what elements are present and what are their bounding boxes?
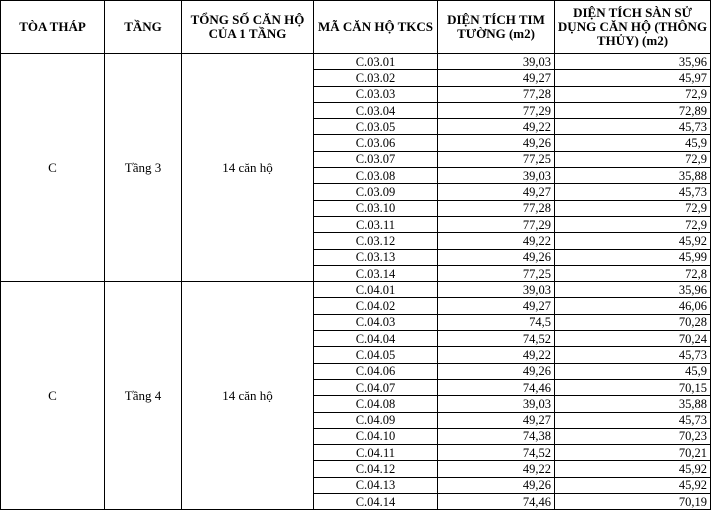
cell-usable-area: 35,88 [555, 168, 711, 184]
cell-unit-code: C.04.09 [314, 412, 438, 428]
cell-wall-area: 49,22 [438, 347, 555, 363]
cell-total-units: 14 căn hộ [182, 54, 314, 282]
cell-unit-code: C.04.04 [314, 331, 438, 347]
cell-wall-area: 49,26 [438, 477, 555, 493]
cell-unit-code: C.03.12 [314, 233, 438, 249]
cell-usable-area: 70,24 [555, 331, 711, 347]
header-total-units: TỔNG SỐ CĂN HỘ CỦA 1 TẦNG [182, 1, 314, 54]
cell-usable-area: 72,9 [555, 200, 711, 216]
cell-unit-code: C.04.05 [314, 347, 438, 363]
cell-tower: C [1, 282, 105, 510]
cell-usable-area: 72,9 [555, 216, 711, 232]
cell-unit-code: C.04.10 [314, 428, 438, 444]
cell-floor: Tầng 3 [105, 54, 182, 282]
cell-usable-area: 45,92 [555, 233, 711, 249]
cell-wall-area: 39,03 [438, 282, 555, 298]
cell-wall-area: 77,28 [438, 86, 555, 102]
cell-usable-area: 46,06 [555, 298, 711, 314]
header-tower: TÒA THÁP [1, 1, 105, 54]
cell-wall-area: 74,52 [438, 445, 555, 461]
header-wall-area: DIỆN TÍCH TIM TƯỜNG (m2) [438, 1, 555, 54]
cell-wall-area: 49,26 [438, 249, 555, 265]
cell-wall-area: 49,26 [438, 135, 555, 151]
cell-total-units: 14 căn hộ [182, 282, 314, 510]
cell-usable-area: 45,92 [555, 477, 711, 493]
cell-unit-code: C.04.01 [314, 282, 438, 298]
cell-wall-area: 74,5 [438, 314, 555, 330]
cell-usable-area: 35,96 [555, 282, 711, 298]
cell-usable-area: 45,73 [555, 347, 711, 363]
cell-usable-area: 45,73 [555, 119, 711, 135]
cell-usable-area: 70,19 [555, 494, 711, 510]
cell-unit-code: C.04.02 [314, 298, 438, 314]
cell-usable-area: 45,9 [555, 363, 711, 379]
cell-wall-area: 74,38 [438, 428, 555, 444]
header-unit-code: MÃ CĂN HỘ TKCS [314, 1, 438, 54]
cell-unit-code: C.03.07 [314, 151, 438, 167]
cell-unit-code: C.03.03 [314, 86, 438, 102]
cell-wall-area: 49,22 [438, 233, 555, 249]
cell-wall-area: 77,29 [438, 102, 555, 118]
cell-wall-area: 49,22 [438, 461, 555, 477]
cell-unit-code: C.04.07 [314, 379, 438, 395]
cell-wall-area: 77,28 [438, 200, 555, 216]
cell-wall-area: 49,27 [438, 184, 555, 200]
cell-wall-area: 77,29 [438, 216, 555, 232]
cell-unit-code: C.03.10 [314, 200, 438, 216]
cell-usable-area: 45,99 [555, 249, 711, 265]
cell-unit-code: C.03.14 [314, 265, 438, 281]
cell-wall-area: 77,25 [438, 151, 555, 167]
cell-unit-code: C.03.08 [314, 168, 438, 184]
cell-usable-area: 72,8 [555, 265, 711, 281]
table-row [1, 54, 711, 70]
cell-wall-area: 77,25 [438, 265, 555, 281]
cell-wall-area: 74,46 [438, 379, 555, 395]
cell-usable-area: 45,9 [555, 135, 711, 151]
table-body [1, 54, 711, 510]
cell-unit-code: C.04.11 [314, 445, 438, 461]
cell-floor: Tầng 4 [105, 282, 182, 510]
cell-unit-code: C.03.06 [314, 135, 438, 151]
cell-unit-code: C.04.12 [314, 461, 438, 477]
cell-unit-code: C.03.09 [314, 184, 438, 200]
cell-usable-area: 70,15 [555, 379, 711, 395]
cell-usable-area: 72,89 [555, 102, 711, 118]
cell-usable-area: 70,23 [555, 428, 711, 444]
cell-unit-code: C.04.08 [314, 396, 438, 412]
cell-wall-area: 49,27 [438, 412, 555, 428]
cell-wall-area: 49,27 [438, 70, 555, 86]
cell-usable-area: 72,9 [555, 151, 711, 167]
cell-wall-area: 39,03 [438, 54, 555, 70]
cell-usable-area: 70,21 [555, 445, 711, 461]
cell-wall-area: 49,27 [438, 298, 555, 314]
cell-wall-area: 39,03 [438, 168, 555, 184]
header-usable-area: DIỆN TÍCH SÀN SỬ DỤNG CĂN HỘ (THÔNG THỦY) (m2) [555, 1, 711, 54]
cell-unit-code: C.04.06 [314, 363, 438, 379]
cell-unit-code: C.03.13 [314, 249, 438, 265]
cell-wall-area: 49,22 [438, 119, 555, 135]
header-floor: TẦNG [105, 1, 182, 54]
cell-tower: C [1, 54, 105, 282]
cell-usable-area: 45,97 [555, 70, 711, 86]
cell-usable-area: 72,9 [555, 86, 711, 102]
cell-unit-code: C.03.01 [314, 54, 438, 70]
cell-unit-code: C.03.02 [314, 70, 438, 86]
cell-unit-code: C.03.04 [314, 102, 438, 118]
cell-usable-area: 45,73 [555, 184, 711, 200]
cell-wall-area: 74,46 [438, 494, 555, 510]
table-row [1, 282, 711, 298]
cell-wall-area: 74,52 [438, 331, 555, 347]
cell-unit-code: C.04.13 [314, 477, 438, 493]
cell-usable-area: 45,92 [555, 461, 711, 477]
cell-usable-area: 45,73 [555, 412, 711, 428]
cell-unit-code: C.04.03 [314, 314, 438, 330]
cell-usable-area: 35,88 [555, 396, 711, 412]
cell-unit-code: C.04.14 [314, 494, 438, 510]
table-header [1, 1, 711, 54]
cell-wall-area: 49,26 [438, 363, 555, 379]
cell-wall-area: 39,03 [438, 396, 555, 412]
cell-unit-code: C.03.05 [314, 119, 438, 135]
cell-usable-area: 70,28 [555, 314, 711, 330]
cell-usable-area: 35,96 [555, 54, 711, 70]
cell-unit-code: C.03.11 [314, 216, 438, 232]
